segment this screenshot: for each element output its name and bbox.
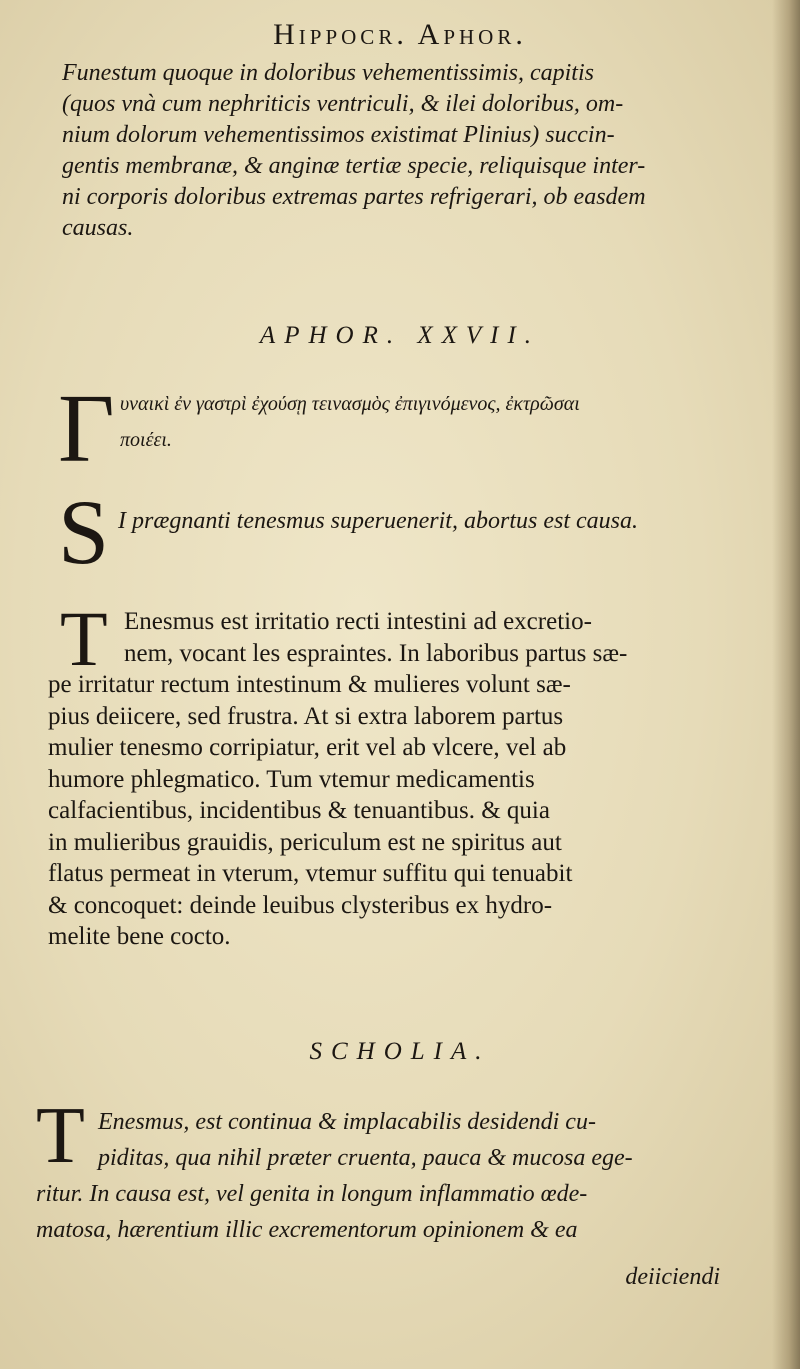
intro-line: ni corporis doloribus extremas partes refrigerari, ob easdem: [62, 184, 646, 210]
latin-aphorism: I prægnanti tenesmus superuenerit, abortus est causa.: [118, 508, 638, 534]
commentary-line: & concoquet: deinde leuibus clysteribus ex hydro-: [48, 891, 553, 919]
commentary-line: pius deiicere, sed frustra. At si extra laborem partus: [48, 702, 564, 730]
commentary-line: humore phlegmatico. Tum vtemur medicamentis: [48, 765, 535, 793]
scholia-paragraph: [36, 1104, 736, 1248]
commentary-line: pe irritatur rectum intestinum & mulieres volunt sæ-: [48, 671, 571, 698]
scholia-line: ritur. In causa est, vel genita in longum inflammatio œde-: [36, 1181, 588, 1207]
greek-aphorism: [120, 386, 770, 458]
intro-line: nium dolorum vehementissimos existimat Plinius) succin-: [62, 122, 615, 148]
intro-paragraph: [62, 58, 762, 244]
aphorism-heading: APHOR. XXVII.: [259, 322, 541, 349]
scholia-line: matosa, hærentium illic excrementorum opinionem & ea: [36, 1217, 578, 1243]
scholia-line: piditas, qua nihil præter cruenta, pauca & mucosa ege-: [98, 1145, 633, 1171]
page-gutter-shadow: [772, 0, 800, 1369]
commentary-initial: T: [60, 595, 108, 682]
greek-initial: Γ: [58, 375, 115, 483]
latin-initial: S: [58, 481, 110, 583]
scholia-initial: T: [36, 1092, 85, 1180]
commentary-line: calfacientibus, incidentibus & tenuantibus. & quia: [48, 797, 550, 824]
catchword: deiiciendi: [625, 1264, 720, 1290]
commentary-line: Enesmus est irritatio recti intestini ad excretio-: [124, 608, 592, 635]
running-head: Hippocr. Aphor.: [273, 18, 527, 51]
scholia-heading: SCHOLIA.: [309, 1038, 491, 1065]
intro-line: gentis membranæ, & anginæ tertiæ specie, reliquisque inter-: [62, 153, 646, 179]
intro-line: Funestum quoque in doloribus vehementissimis, capitis: [62, 60, 594, 86]
greek-line: ποιέει.: [120, 429, 172, 451]
commentary-line: mulier tenesmo corripiatur, erit vel ab vlcere, vel ab: [48, 734, 567, 761]
commentary-line: in mulieribus grauidis, periculum est ne spiritus aut: [48, 828, 562, 856]
greek-line: υναικὶ ἐν γαστρὶ ἐχούσῃ τεινασμὸς ἐπιγινόμενος, ἐκτρῶσαι: [120, 393, 580, 415]
commentary-line: flatus permeat in vterum, vtemur suffitu qui tenuabit: [48, 860, 573, 887]
intro-line: causas.: [62, 215, 134, 241]
scholia-line: Enesmus, est continua & implacabilis desidendi cu-: [98, 1109, 596, 1135]
commentary-line: melite bene cocto.: [48, 923, 231, 950]
intro-line: (quos vnà cum nephriticis ventriculi, & ilei doloribus, om-: [62, 91, 624, 117]
commentary-paragraph: [48, 606, 748, 953]
commentary-line: nem, vocant les espraintes. In laboribus partus sæ-: [124, 639, 628, 667]
